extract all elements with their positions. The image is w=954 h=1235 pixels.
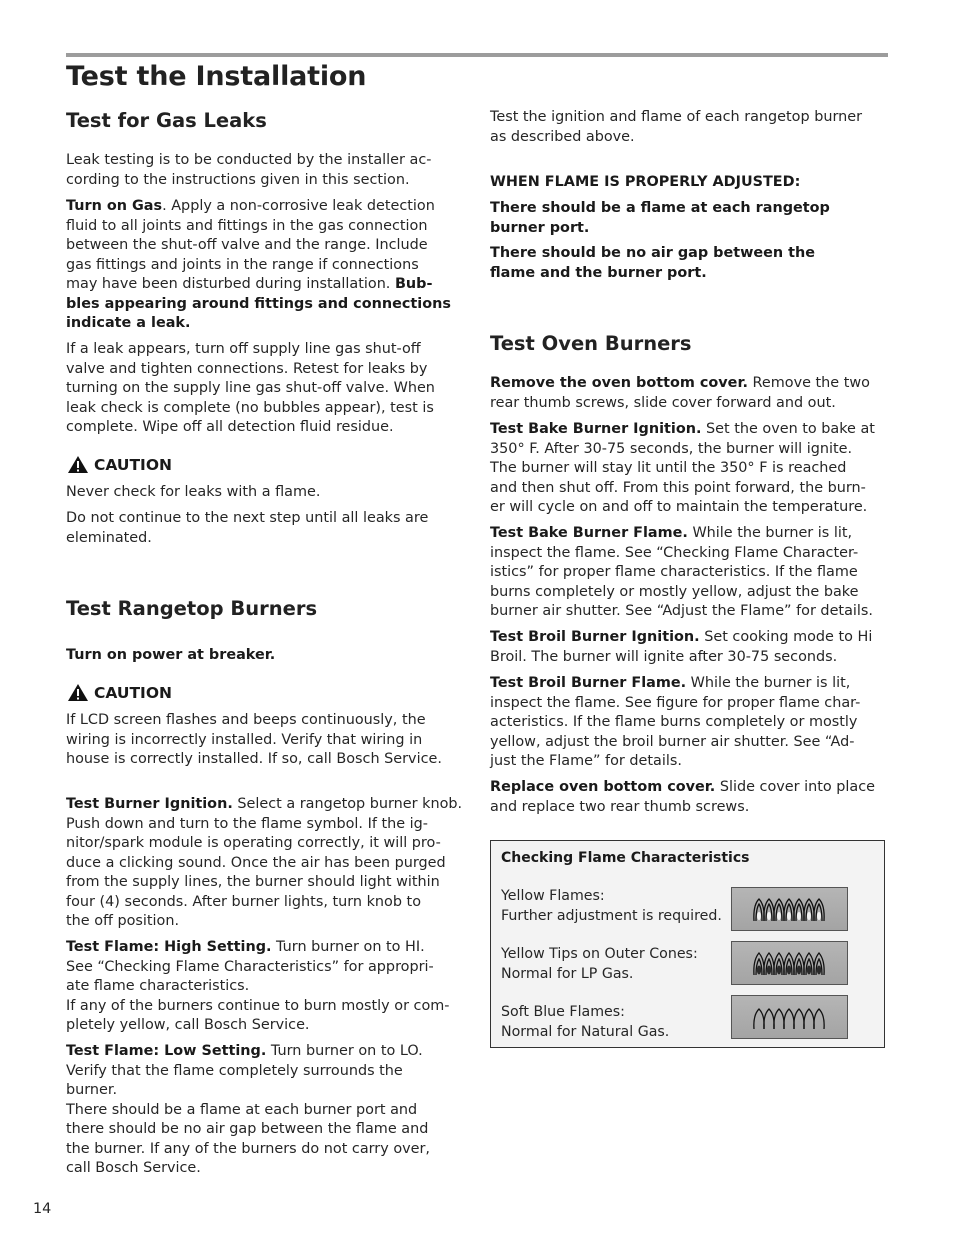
yellow-flames-icon (731, 887, 848, 931)
caution-label-gas: CAUTION (67, 455, 172, 474)
flame-characteristics-box (490, 840, 885, 1048)
gas-leaks-heading: Test for Gas Leaks (66, 109, 267, 132)
flame-row-yellow-tips: Yellow Tips on Outer Cones: Normal for LP Gas. (501, 946, 698, 982)
flame-box-title: Checking Flame Characteristics (501, 850, 750, 866)
bake-ignition-paragraph: Test Bake Burner Ignition. Set the oven to bake at 350° F. After 30-75 seconds, the burner will ignite. The burner will stay lit until the 350° F is reached and then shut off. From this point forward, the burn- er will cycle on and off to maintain the temperature. (490, 421, 875, 515)
when-adjusted-text-2: There should be no air gap between the flame and the burner port. (490, 245, 816, 281)
caution-gas-text-1: Never check for leaks with a flame. (66, 484, 321, 500)
caution-gas-text-2: Do not continue to the next step until all leaks are eleminated. (66, 510, 429, 546)
blue-flames-icon (731, 995, 848, 1039)
flame-row-yellow: Yellow Flames: Further adjustment is required. (501, 888, 722, 924)
leak-appears-paragraph: If a leak appears, turn off supply line gas shut-off valve and tighten connections. Retest for leaks by turning on the supply line gas shut-off valve. When leak check is complete (no bubbles appear), test is complete. Wipe off all detection fluid residue. (66, 341, 435, 435)
power-breaker-text: Turn on power at breaker. (66, 647, 276, 663)
page-number: 14 (33, 1201, 52, 1217)
flame-low-paragraph: Test Flame: Low Setting. Turn burner on to LO. Verify that the flame completely surrounds the burner. There should be a flame at each burner port and there should be no air gap between the flame and the burner. If any of the burners do not carry over, call Bosch Service. (66, 1043, 430, 1176)
flame-high-paragraph: Test Flame: High Setting. Turn burner on to HI. See “Checking Flame Characteristics” for appropri- ate flame characteristics. If any of the burners continue to burn mostly or com- pletely yellow, call Bosch Service. (66, 939, 450, 1033)
page-title: Test the Installation (66, 61, 367, 92)
warning-icon (67, 683, 89, 702)
caution-label-rangetop: CAUTION (67, 683, 172, 702)
turn-on-gas-paragraph: Turn on Gas. Apply a non-corrosive leak detection fluid to all joints and fittings in the gas connection between the shut-off valve and the range. Include gas fittings and joints in the range if connections may have been disturbed during installation. Bub- bles appearing around fittings and connections indicate a leak. (66, 198, 451, 331)
flame-row-blue: Soft Blue Flames: Normal for Natural Gas. (501, 1004, 670, 1040)
broil-flame-paragraph: Test Broil Burner Flame. While the burner is lit, inspect the flame. See figure for proper flame char- acteristics. If the flame burns completely or mostly yellow, adjust the broil burner air shutter. See “Ad- just the Flame” for details. (490, 675, 861, 769)
replace-cover-paragraph: Replace oven bottom cover. Slide cover into place and replace two rear thumb screws. (490, 779, 875, 815)
broil-ignition-paragraph: Test Broil Burner Ignition. Set cooking mode to Hi Broil. The burner will ignite after 30-75 seconds. (490, 629, 873, 665)
yellow-tips-flames-icon (731, 941, 848, 985)
warning-icon (67, 455, 89, 474)
gas-leaks-intro: Leak testing is to be conducted by the installer ac- cording to the instructions given in this section. (66, 152, 432, 188)
when-adjusted-text-1: There should be a flame at each rangetop burner port. (490, 200, 830, 236)
caution-lcd-text: If LCD screen flashes and beeps continuously, the wiring is incorrectly installed. Verify that wiring in house is correctly installed. If so, call Bosch Service. (66, 712, 442, 767)
burner-ignition-paragraph: Test Burner Ignition. Select a rangetop burner knob. Push down and turn to the flame symbol. If the ig- nitor/spark module is operating correctly, it will pro- duce a clicking sound. Once the air has been purged from the supply lines, the burner should light within four (4) seconds. After burner lights, turn knob to the off position. (66, 796, 463, 929)
bake-flame-paragraph: Test Bake Burner Flame. While the burner is lit, inspect the flame. See “Checking Flame Character- istics” for proper flame characteristics. If the flame burns completely or mostly yellow, adjust the bake burner air shutter. See “Adjust the Flame” for details. (490, 525, 873, 619)
when-adjusted-heading: WHEN FLAME IS PROPERLY ADJUSTED: (490, 174, 801, 190)
top-rule (66, 53, 888, 57)
oven-heading: Test Oven Burners (490, 332, 692, 355)
rangetop-heading: Test Rangetop Burners (66, 597, 318, 620)
rangetop-intro: Test the ignition and flame of each rangetop burner as described above. (490, 109, 863, 145)
remove-cover-paragraph: Remove the oven bottom cover. Remove the two rear thumb screws, slide cover forward and out. (490, 375, 870, 411)
